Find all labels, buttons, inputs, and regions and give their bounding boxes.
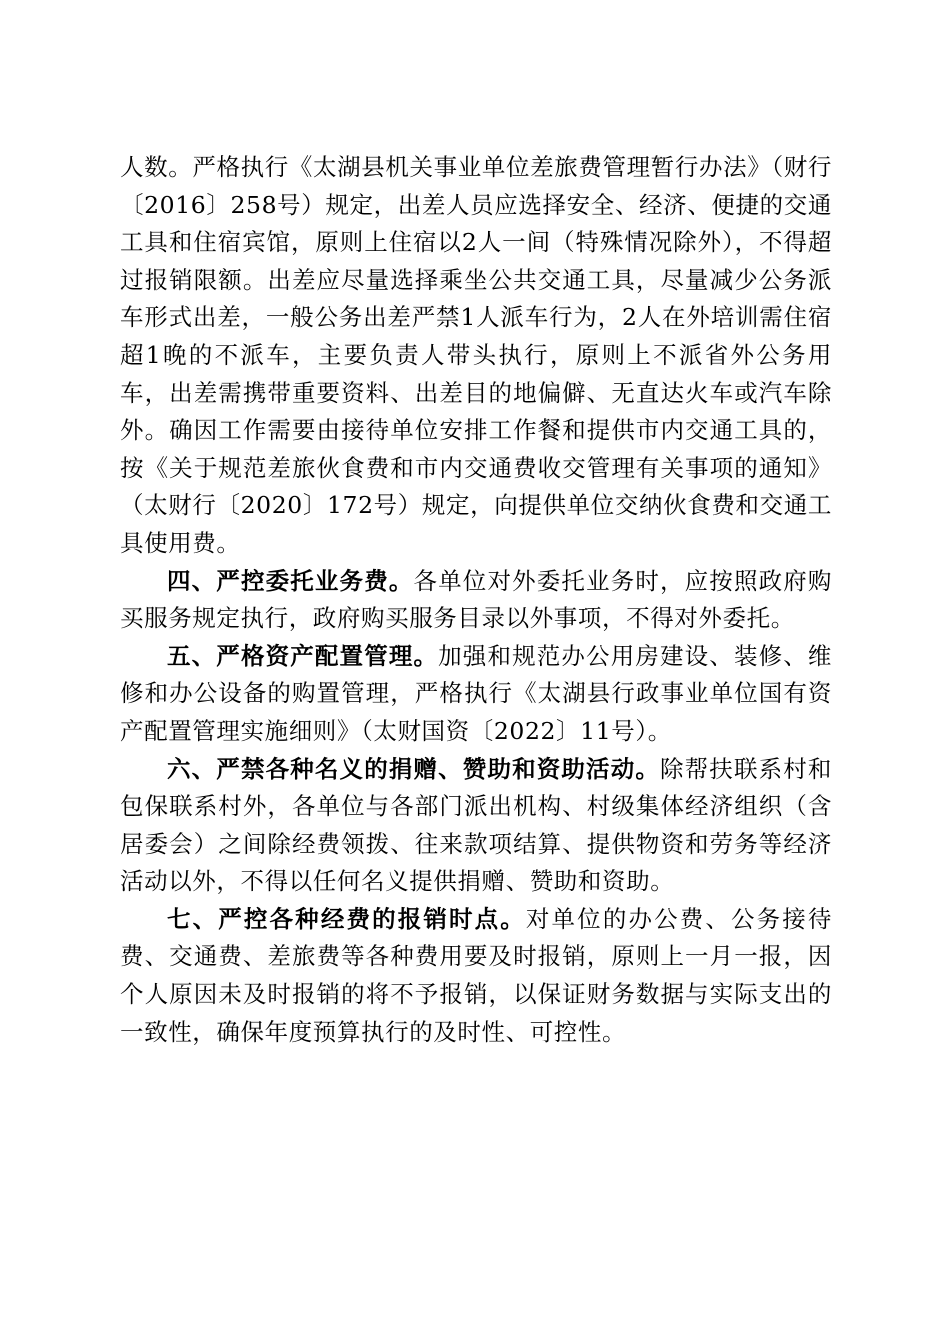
paragraph-text: 各单位对外委托业务时，应按照政府购买服务规定执行，政府购买服务目录以外事项，不得对外委托。: [120, 566, 832, 633]
paragraph-text: 人数。严格执行《太湖县机关事业单位差旅费管理暂行办法》（财行〔2016〕258号）规定，出差人员应选择安全、经济、便捷的交通工具和住宿宾馆，原则上住宿以2人一间（特殊情况除外），不得超过报销限额。出差应尽量选择乘坐公共交通工具，尽量减少公务派车形式出差，一般公务出差严禁1人派车行为，2人在外培训需住宿超1晚的不派车，主要负责人带头执行，原则上不派省外公务用车，出差需携带重要资料、出差目的地偏僻、无直达火车或汽车除外。确因工作需要由接待单位安排工作餐和提供市内交通工具的，按《关于规范差旅伙食费和市内交通费收交管理有关事项的通知》（太财行〔2020〕172号）规定，向提供单位交纳伙食费和交通工具使用费。: [120, 153, 832, 557]
document-body: [120, 149, 832, 1051]
paragraph-text: 加强和规范办公用房建设、装修、维修和办公设备的购置管理，严格执行《太湖县行政事业单位国有资产配置管理实施细则》（太财国资〔2022〕11号）。: [120, 641, 832, 745]
section-heading: 六、严禁各种名义的捐赠、赞助和资助活动。: [167, 754, 660, 783]
paragraph-travel-expenses: [120, 149, 832, 563]
paragraph-text: 除帮扶联系村和包保联系村外，各单位与各部门派出机构、村级集体经济组织（含居委会）之间除经费领拨、往来款项结算、提供物资和劳务等经济活动以外，不得以任何名义提供捐赠、赞助和资助。: [120, 754, 832, 896]
paragraph-section-5: [120, 638, 832, 751]
section-heading: 七、严控各种经费的报销时点。: [167, 904, 526, 933]
section-heading: 五、严格资产配置管理。: [167, 641, 439, 670]
paragraph-text: 对单位的办公费、公务接待费、交通费、差旅费等各种费用要及时报销，原则上一月一报，因个人原因未及时报销的将不予报销，以保证财务数据与实际支出的一致性，确保年度预算执行的及时性、可控性。: [120, 904, 832, 1046]
paragraph-section-7: [120, 901, 832, 1051]
paragraph-section-6: [120, 751, 832, 901]
paragraph-section-4: [120, 563, 832, 638]
section-heading: 四、严控委托业务费。: [167, 566, 414, 595]
